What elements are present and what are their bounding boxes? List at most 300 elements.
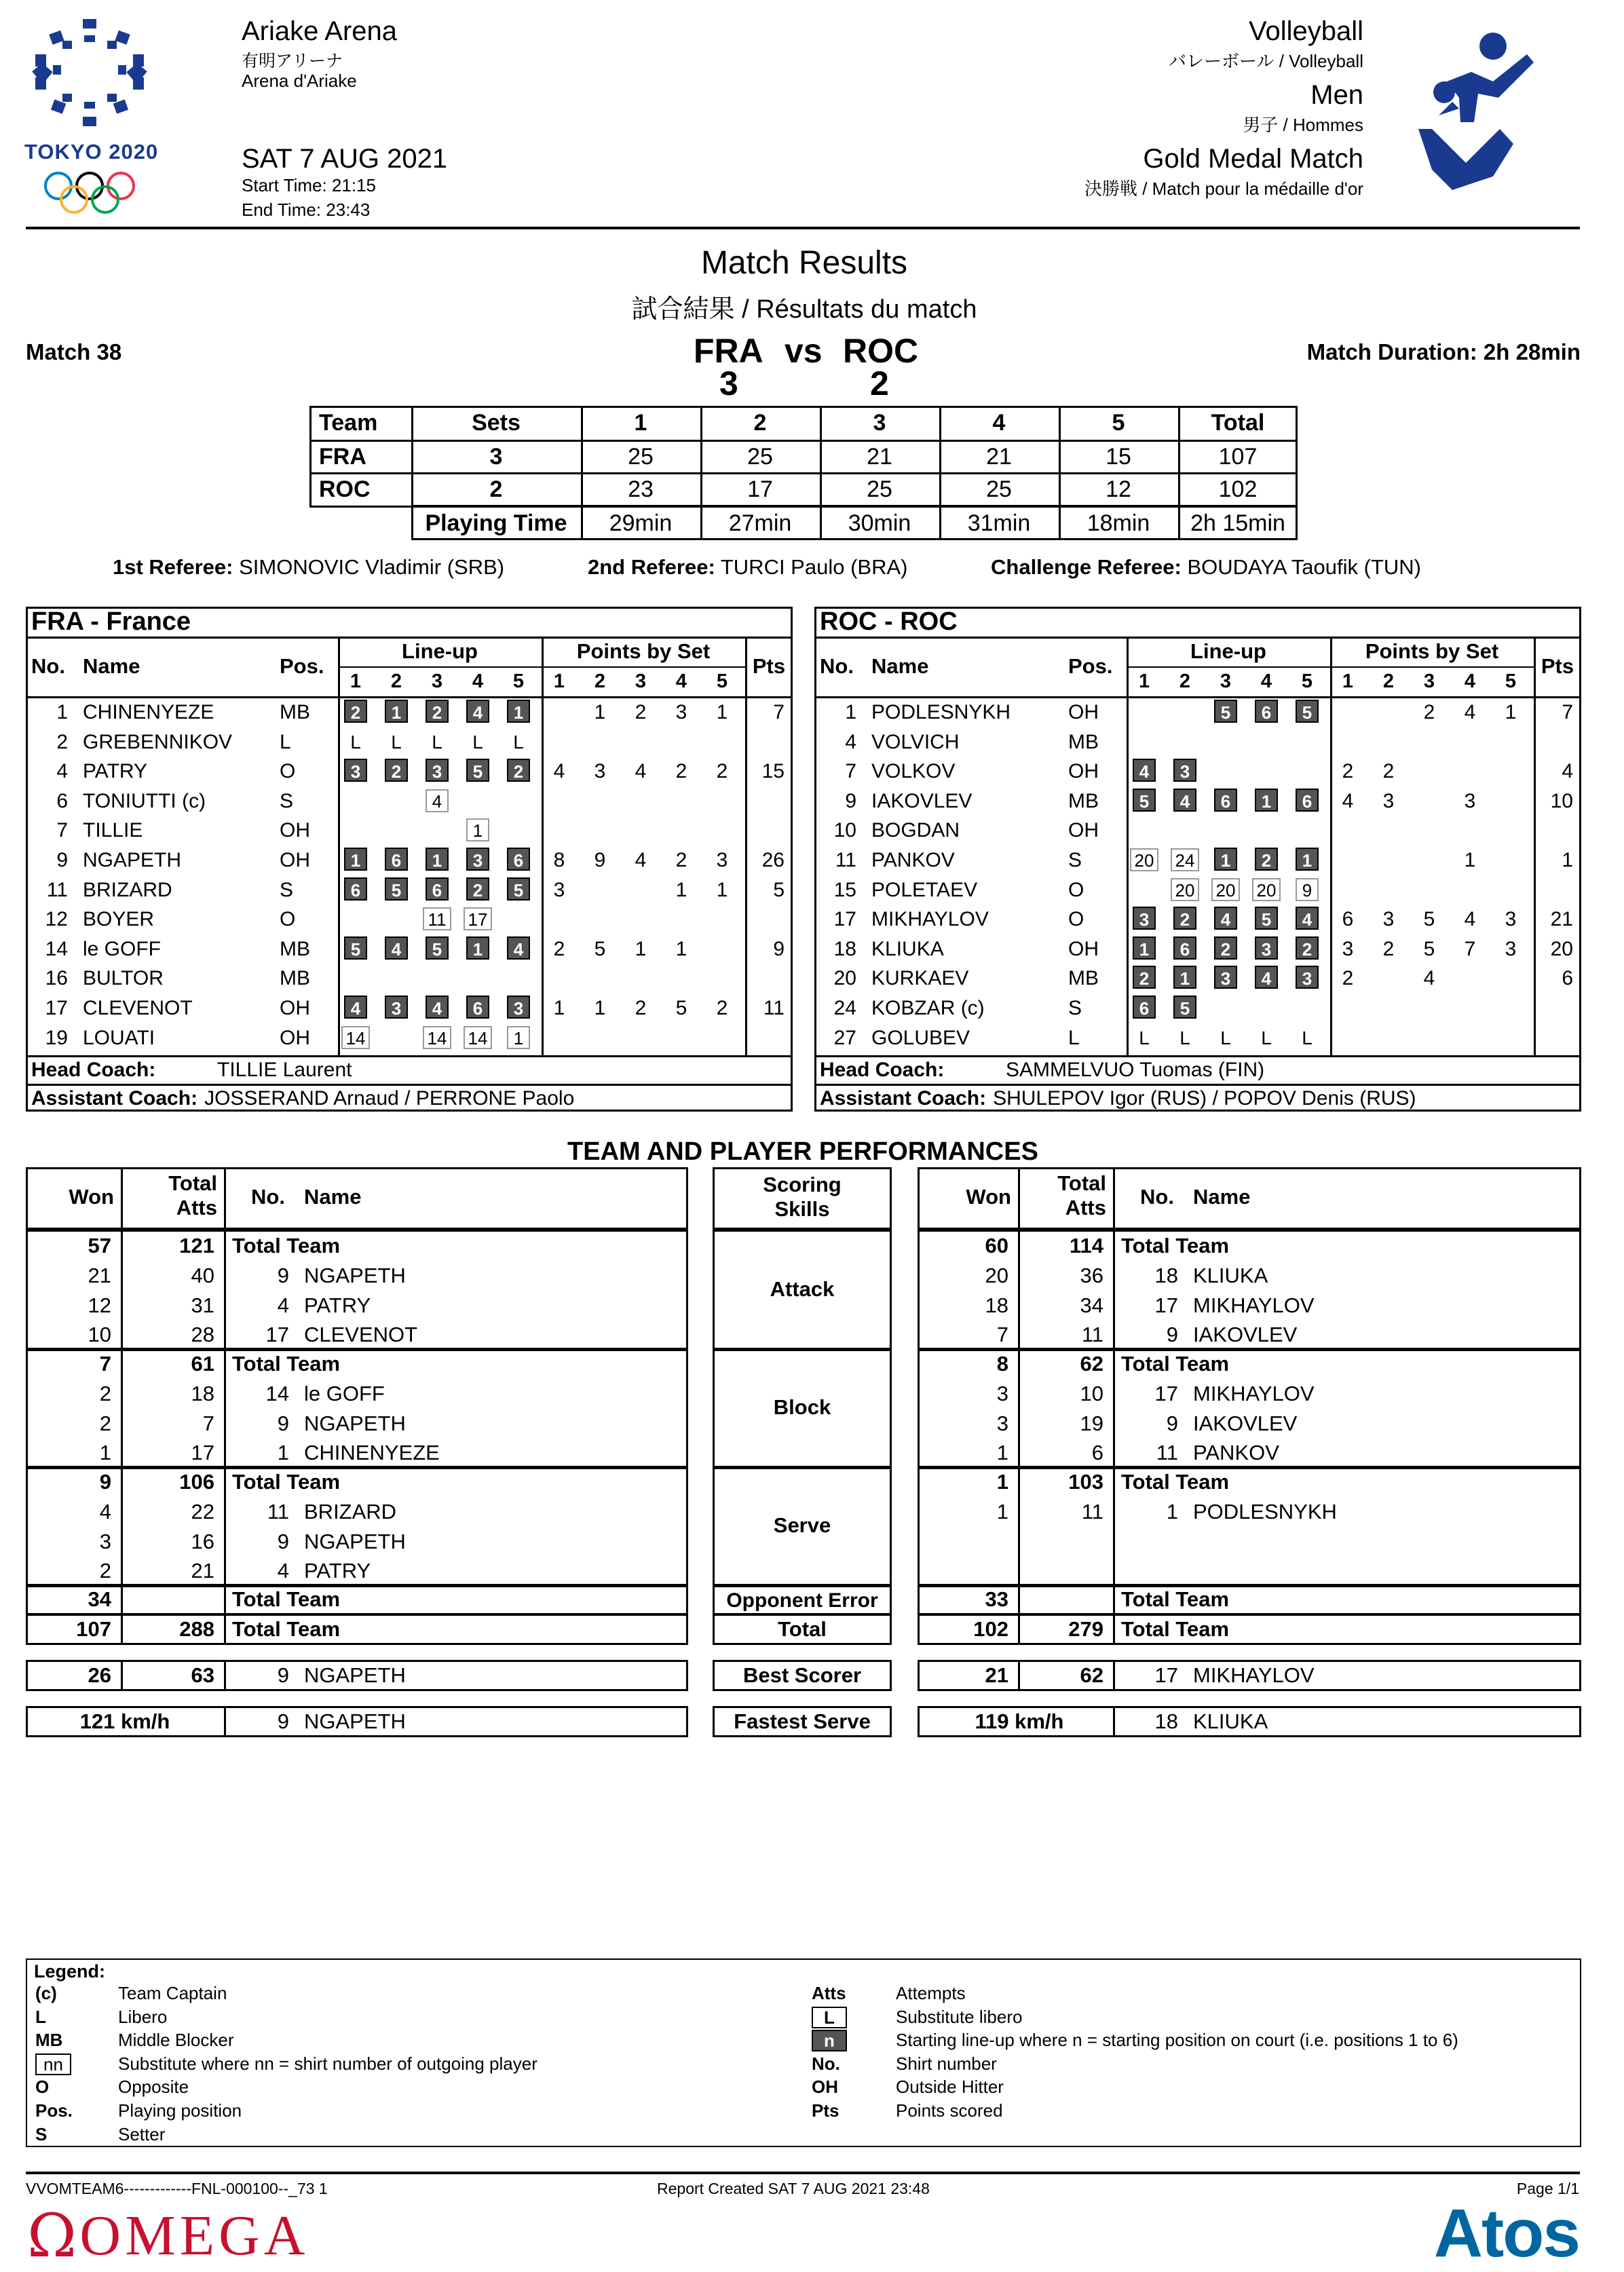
player-number: 9	[56, 849, 68, 871]
player-name: BOGDAN	[871, 819, 960, 842]
set-points: 1	[553, 997, 565, 1019]
substitute-badge: 24	[1171, 848, 1199, 871]
col-points-by-set: Points by Set	[576, 639, 711, 663]
won-value: 3	[996, 1411, 1008, 1435]
atts-value: 40	[191, 1263, 214, 1287]
team-code: ROC	[319, 476, 371, 502]
player-name: Total Team	[232, 1234, 341, 1257]
set-points: 2	[1382, 937, 1395, 960]
player-name: PODLESNYKH	[871, 701, 1011, 723]
atts-value: 106	[179, 1470, 214, 1494]
starting-position-badge: 1	[1255, 789, 1278, 812]
pbs-set-header: 4	[675, 670, 687, 692]
starting-position-badge: 1	[344, 848, 367, 871]
legend-key: OH	[812, 2077, 838, 2098]
won-value: 102	[973, 1617, 1008, 1641]
summary-row-frame	[918, 1614, 1581, 1645]
starting-position-badge: 3	[426, 759, 449, 782]
event-sub: 決勝戦 / Match pour la médaille d'or	[1084, 178, 1363, 199]
set-points: 4	[1464, 701, 1476, 723]
starting-position-badge: 2	[1255, 848, 1278, 871]
shirt-number: 11	[1156, 1441, 1178, 1465]
atts-value: 7	[202, 1411, 214, 1435]
player-position: MB	[1068, 730, 1099, 753]
player-name: MIKHAYLOV	[1193, 1663, 1315, 1687]
player-name: BULTOR	[83, 967, 164, 990]
set-points: 5	[1423, 908, 1435, 931]
gender: Men	[1310, 80, 1363, 110]
set-points: 1	[716, 701, 728, 723]
report-code: VVOMTEAM6-------------FNL-000100--_73 1	[26, 2180, 328, 2197]
set-points: 4	[1342, 789, 1354, 812]
playing-time-value: 30min	[848, 510, 911, 536]
starting-position-badge: 4	[1255, 966, 1278, 989]
won-value: 10	[88, 1323, 111, 1347]
player-name: KLIUKA	[1193, 1709, 1268, 1733]
shirt-number: 9	[277, 1529, 289, 1553]
grid-line	[1113, 1584, 1115, 1615]
set-points: 4	[1423, 967, 1435, 990]
player-points: 6	[1562, 967, 1573, 990]
venue-name-jp: 有明アリーナ	[242, 52, 343, 71]
starting-position-badge: 2	[507, 759, 530, 782]
lineup-set-header: 5	[512, 670, 525, 692]
starting-position-badge: 6	[1173, 936, 1196, 960]
col-won: Won	[966, 1185, 1011, 1209]
player-position: O	[280, 760, 296, 783]
set-points: 3	[1382, 789, 1395, 812]
legend-desc: Starting line-up where n = starting position on court (i.e. positions 1 to 6)	[896, 2030, 1458, 2051]
set-points: 2	[1342, 967, 1354, 990]
assistant-coach-names: JOSSERAND Arnaud / PERRONE Paolo	[204, 1087, 575, 1110]
starting-position-badge: 3	[344, 759, 367, 782]
set-score: 17	[747, 476, 773, 502]
shirt-number: 17	[1154, 1381, 1178, 1405]
starting-position-badge: 1	[466, 936, 489, 960]
player-name: Total Team	[232, 1352, 341, 1376]
starting-position-badge: 4	[466, 700, 489, 723]
player-points: 15	[761, 760, 785, 783]
starting-position-badge: 6	[466, 996, 489, 1019]
shirt-number: 18	[1154, 1263, 1178, 1287]
substitute-badge: 17	[464, 907, 492, 930]
venue-name-fr: Arena d'Ariake	[242, 71, 357, 91]
col-no: No.	[31, 654, 65, 678]
player-name: IAKOVLEV	[871, 789, 972, 812]
starting-position-badge: 2	[1133, 966, 1156, 989]
player-number: 10	[833, 819, 856, 842]
player-name: KURKAEV	[871, 967, 969, 990]
starting-position-badge: 3	[507, 996, 530, 1019]
col-name: Name	[83, 654, 140, 678]
legend-title: Legend:	[34, 1961, 105, 1982]
shirt-number: 14	[265, 1381, 289, 1405]
player-name: NGAPETH	[304, 1263, 406, 1287]
score-header-7: Total	[1211, 410, 1265, 436]
shirt-number: 9	[277, 1263, 289, 1287]
set-points: 2	[553, 937, 565, 960]
set-points: 7	[1464, 937, 1476, 960]
player-name: NGAPETH	[304, 1663, 406, 1687]
referee-2-name: TURCI Paulo (BRA)	[720, 555, 908, 579]
starting-position-badge: 5	[466, 759, 489, 782]
assistant-coach-names: SHULEPOV Igor (RUS) / POPOV Denis (RUS)	[993, 1087, 1416, 1110]
set-score: 25	[986, 476, 1012, 502]
match-duration: Match Duration: 2h 28min	[1306, 339, 1581, 364]
player-name: LOUATI	[83, 1026, 155, 1049]
legend-key: L	[812, 2007, 847, 2028]
substitute-badge: 20	[1252, 878, 1281, 901]
set-points: 3	[1505, 908, 1517, 931]
set-score: 15	[1106, 444, 1131, 470]
col-name: Name	[871, 654, 929, 678]
set-score: 25	[628, 444, 654, 470]
set-points: 3	[1382, 908, 1395, 931]
venue-name: Ariake Arena	[242, 16, 398, 46]
player-points: 7	[1562, 701, 1573, 723]
lineup-set-header: 4	[472, 670, 484, 692]
player-number: 19	[45, 1026, 68, 1049]
set-points: 2	[635, 997, 647, 1019]
starting-position-badge: 3	[385, 996, 408, 1019]
match-date: SAT 7 AUG 2021	[242, 144, 448, 174]
player-points: 21	[1550, 908, 1573, 931]
lineup-set-header: 3	[431, 670, 443, 692]
playing-time-label: Playing Time	[425, 510, 567, 536]
col-no: No.	[251, 1185, 285, 1209]
won-value: 7	[99, 1352, 111, 1376]
col-name: Name	[304, 1185, 362, 1209]
skill-block: Block	[773, 1395, 831, 1419]
player-position: S	[280, 789, 294, 812]
starting-position-badge: 5	[1214, 700, 1237, 723]
match-number: Match 38	[26, 339, 122, 364]
set-points: 5	[675, 997, 687, 1019]
legend-key: L	[35, 2006, 46, 2027]
set-points: 9	[594, 849, 606, 871]
starting-position-badge: 1	[507, 700, 530, 723]
won-value: 60	[985, 1234, 1008, 1257]
starting-position-badge: 4	[1173, 789, 1196, 812]
won-value: 1	[996, 1499, 1008, 1523]
player-points: 11	[763, 997, 785, 1019]
set-points: 3	[1505, 937, 1517, 960]
player-points: 20	[1550, 937, 1573, 960]
player-name: IAKOVLEV	[1193, 1411, 1298, 1435]
legend-desc: Playing position	[118, 2100, 242, 2121]
shirt-number: 11	[267, 1499, 289, 1523]
set-score: 2	[489, 476, 503, 502]
page-number: Page 1/1	[1516, 2180, 1579, 2197]
legend-desc: Team Captain	[118, 1983, 227, 2003]
won-value: 1	[996, 1470, 1008, 1494]
starting-position-badge: 6	[507, 848, 530, 871]
legend-desc: Middle Blocker	[118, 2030, 234, 2051]
player-position: MB	[1068, 967, 1099, 990]
lineup-set-header: 4	[1260, 670, 1272, 692]
col-atts: Atts	[1065, 1196, 1106, 1219]
player-position: O	[1068, 878, 1084, 901]
set-points: 6	[1342, 908, 1354, 931]
starting-position-badge: 4	[344, 996, 367, 1019]
col-no: No.	[820, 654, 854, 678]
challenge-referee-name: BOUDAYA Taoufik (TUN)	[1187, 555, 1421, 579]
player-position: O	[280, 908, 296, 931]
legend-desc: Substitute where nn = shirt number of outgoing player	[118, 2053, 537, 2074]
player-position: OH	[280, 1026, 310, 1049]
referee-1-name: SIMONOVIC Vladimir (SRB)	[239, 555, 505, 579]
player-position: OH	[1068, 819, 1099, 842]
starting-position-badge: 2	[466, 877, 489, 901]
col-no: No.	[1140, 1185, 1174, 1209]
total-label: Total	[778, 1617, 827, 1641]
player-number: 1	[845, 701, 856, 723]
set-score: 21	[986, 444, 1012, 470]
starting-position-badge: 4	[507, 936, 530, 960]
atts-value: 103	[1068, 1470, 1103, 1494]
set-points: 2	[1342, 760, 1354, 783]
libero-mark: L	[472, 731, 483, 753]
grid-line	[1018, 1584, 1020, 1615]
set-points: 2	[675, 760, 687, 783]
legend-desc: Opposite	[118, 2077, 189, 2098]
set-points: 4	[635, 849, 647, 871]
won-value: 8	[996, 1352, 1008, 1376]
player-name: BRIZARD	[304, 1499, 397, 1523]
legend-key: MB	[35, 2030, 63, 2051]
omega-logo	[27, 2201, 309, 2271]
shirt-number: 4	[277, 1559, 289, 1583]
set-score: 12	[1106, 476, 1131, 502]
col-won: Won	[69, 1185, 114, 1209]
atts-value: 279	[1068, 1617, 1103, 1641]
player-position: L	[280, 730, 291, 753]
assistant-coach-label: Assistant Coach:	[820, 1087, 987, 1110]
starting-position-badge: 4	[426, 996, 449, 1019]
pbs-set-header: 3	[1423, 670, 1435, 692]
libero-mark: L	[1261, 1027, 1272, 1048]
player-number: 2	[56, 730, 68, 753]
set-points: 8	[553, 849, 565, 871]
player-number: 20	[833, 967, 856, 990]
set-score: 23	[628, 476, 654, 502]
roster-title: ROC - ROC	[820, 607, 958, 636]
player-number: 9	[845, 789, 856, 812]
player-points: 4	[1562, 760, 1573, 783]
player-number: 7	[845, 760, 856, 783]
games-label: TOKYO 2020	[24, 140, 159, 164]
substitute-badge: 20	[1211, 878, 1240, 901]
atts-value: 63	[191, 1663, 214, 1687]
starting-position-badge: 5	[1255, 907, 1278, 930]
score-header-6: 5	[1112, 410, 1125, 436]
shirt-number: 9	[277, 1709, 289, 1733]
grid-line	[224, 1167, 226, 1230]
shirt-number: 1	[1166, 1499, 1178, 1523]
starting-position-badge: 3	[1296, 966, 1319, 989]
team-a-code: FRA	[694, 332, 763, 370]
won-value: 3	[996, 1381, 1008, 1405]
substitute-badge: 4	[426, 789, 449, 812]
starting-position-badge: 1	[426, 848, 449, 871]
won-value: 3	[99, 1529, 111, 1553]
set-points: 4	[635, 760, 647, 783]
pbs-set-header: 2	[1382, 670, 1395, 692]
starting-position-badge: 5	[507, 877, 530, 901]
player-number: 17	[45, 997, 68, 1019]
player-name: VOLVICH	[871, 730, 960, 753]
player-name: Total Team	[1121, 1234, 1230, 1257]
player-position: MB	[1068, 789, 1099, 812]
atts-value: 288	[179, 1617, 214, 1641]
starting-position-badge: 1	[1214, 848, 1237, 871]
legend-desc: Setter	[118, 2123, 166, 2144]
player-number: 17	[833, 908, 856, 931]
shirt-number: 17	[1154, 1663, 1178, 1687]
playing-time-value: 31min	[967, 510, 1031, 536]
col-pos: Pos.	[280, 654, 324, 678]
player-position: MB	[280, 937, 310, 960]
atos-logo: Atos	[1433, 2195, 1579, 2271]
starting-position-badge: 4	[1214, 907, 1237, 930]
starting-position-badge: 5	[1133, 789, 1156, 812]
player-name: NGAPETH	[304, 1529, 406, 1553]
roster-title: FRA - France	[31, 607, 191, 636]
shirt-number: 1	[277, 1441, 289, 1465]
player-number: 16	[45, 967, 68, 990]
legend-desc: Points scored	[896, 2100, 1003, 2121]
playing-time-value: 2h 15min	[1190, 510, 1285, 536]
set-points: 3	[716, 849, 728, 871]
page-subtitle: 試合結果 / Résultats du match	[631, 295, 977, 324]
atts-value: 34	[1080, 1293, 1103, 1317]
grid-line	[121, 1584, 123, 1615]
set-score: 25	[867, 476, 892, 502]
starting-position-badge: 1	[1296, 848, 1319, 871]
player-name: PODLESNYKH	[1193, 1499, 1337, 1523]
set-score: 107	[1218, 444, 1258, 470]
referee-1-label: 1st Referee:	[113, 555, 233, 579]
score-header-4: 3	[873, 410, 886, 436]
col-total: Total	[168, 1171, 217, 1195]
player-number: 11	[835, 849, 856, 871]
starting-position-badge: 5	[344, 936, 367, 960]
substitute-badge: 11	[423, 907, 451, 930]
set-points: 1	[1464, 849, 1476, 871]
won-value: 2	[99, 1411, 111, 1435]
lineup-set-header: 2	[1179, 670, 1191, 692]
won-value: 26	[88, 1663, 111, 1687]
player-name: Total Team	[1121, 1352, 1230, 1376]
player-position: O	[1068, 908, 1084, 931]
legend-desc: Outside Hitter	[896, 2077, 1004, 2098]
set-points: 1	[716, 878, 728, 901]
player-name: Total Team	[1121, 1470, 1230, 1494]
player-name: MIKHAYLOV	[1193, 1293, 1315, 1317]
start-time: Start Time: 21:15	[242, 175, 376, 195]
set-points: 2	[716, 760, 728, 783]
event-name: Gold Medal Match	[1143, 144, 1363, 174]
opponent-error-label: Opponent Error	[726, 1589, 878, 1612]
shirt-number: 9	[1166, 1411, 1178, 1435]
legend-desc: Attempts	[896, 1983, 966, 2003]
set-points: 2	[716, 997, 728, 1019]
libero-mark: L	[513, 731, 524, 753]
player-name: KOBZAR (c)	[871, 997, 985, 1019]
score-header-5: 4	[992, 410, 1006, 436]
player-position: MB	[280, 701, 310, 723]
libero-mark: L	[432, 731, 442, 753]
grid-line	[224, 1584, 226, 1615]
pbs-set-header: 1	[553, 670, 565, 692]
summary-row-frame	[26, 1584, 688, 1615]
starting-position-badge: 3	[1255, 936, 1278, 960]
col-name: Name	[1193, 1185, 1251, 1209]
grid-line	[224, 1614, 226, 1645]
player-points: 9	[773, 937, 785, 960]
starting-position-badge: 3	[1133, 907, 1156, 930]
libero-mark: L	[1179, 1027, 1190, 1048]
player-name: le GOFF	[83, 937, 162, 960]
set-points: 1	[594, 701, 606, 723]
player-name: BRIZARD	[83, 878, 172, 901]
set-points: 3	[553, 878, 565, 901]
starting-position-badge: 1	[385, 700, 408, 723]
substitute-badge: 1	[507, 1026, 530, 1049]
libero-mark: L	[1302, 1027, 1313, 1048]
player-name: TONIUTTI (c)	[83, 789, 206, 812]
head-coach-name: SAMMELVUO Tuomas (FIN)	[1006, 1059, 1265, 1082]
starting-position-badge: 2	[1214, 936, 1237, 960]
grid-line	[1113, 1614, 1115, 1645]
shirt-number: 4	[277, 1293, 289, 1317]
player-name: NGAPETH	[304, 1411, 406, 1435]
player-points: 10	[1550, 789, 1573, 812]
player-name: GOLUBEV	[871, 1026, 970, 1049]
player-name: CHINENYEZE	[83, 701, 214, 723]
won-value: 21	[88, 1263, 111, 1287]
starting-position-badge: 4	[1296, 907, 1319, 930]
legend-key: Pos.	[35, 2100, 73, 2121]
vs-label: vs	[785, 332, 823, 370]
atts-value: 18	[191, 1381, 214, 1405]
atts-value: 10	[1080, 1381, 1103, 1405]
set-points: 4	[553, 760, 565, 783]
player-name: VOLKOV	[871, 760, 956, 783]
team-b-sets: 2	[870, 364, 889, 402]
player-number: 27	[833, 1026, 856, 1049]
substitute-badge: 9	[1296, 878, 1319, 901]
pbs-set-header: 4	[1464, 670, 1476, 692]
atts-value: 121	[179, 1234, 214, 1257]
set-score: 25	[747, 444, 773, 470]
performances-title: TEAM AND PLAYER PERFORMANCES	[567, 1137, 1038, 1166]
player-name: Total Team	[1121, 1617, 1230, 1641]
atts-value: 62	[1080, 1352, 1103, 1376]
substitute-badge: 20	[1130, 848, 1158, 871]
player-position: S	[1068, 997, 1082, 1019]
starting-position-badge: 3	[466, 848, 489, 871]
starting-position-badge: 2	[426, 700, 449, 723]
lineup-set-header: 1	[350, 670, 362, 692]
omega-symbol-icon: Ω	[27, 2201, 77, 2271]
player-position: OH	[280, 819, 310, 842]
atts-value: 62	[1080, 1663, 1103, 1687]
footer-divider	[26, 2172, 1580, 2174]
starting-position-badge: 3	[1214, 966, 1237, 989]
skills-header-1: Scoring	[763, 1173, 842, 1196]
player-name: CLEVENOT	[304, 1323, 418, 1347]
